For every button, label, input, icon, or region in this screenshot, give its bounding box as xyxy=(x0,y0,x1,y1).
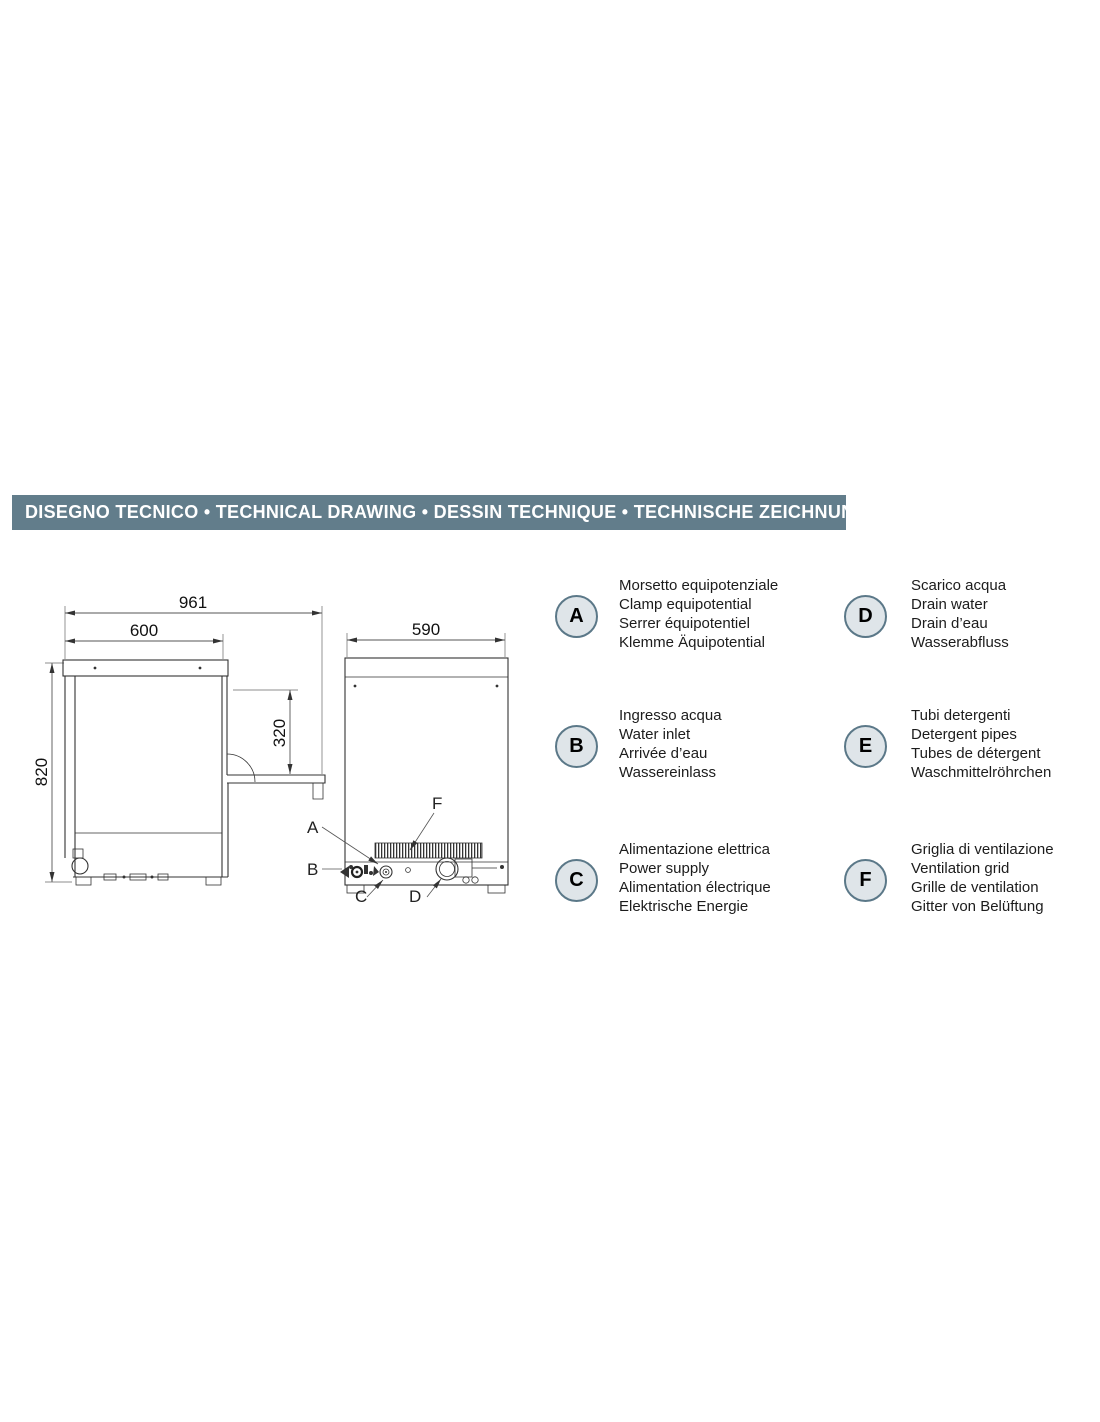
equipotential-clamp xyxy=(364,865,368,874)
legend-text-a: Morsetto equipotenziale Clamp equipotential Serrer équipotentiel Klemme Äquipotential xyxy=(619,577,779,651)
legend-text-d: Scarico acqua Drain water Drain d’eau Wasserabfluss xyxy=(911,577,1009,651)
legend-badge-e: E xyxy=(844,725,887,768)
screw-icon xyxy=(500,865,504,869)
legend-text-f: Griglia di ventilazione Ventilation grid Grille de ventilation Gitter von Belüftung xyxy=(911,841,1054,915)
screw-icon xyxy=(496,685,499,688)
callout-a: A xyxy=(307,818,319,837)
dim-label-overall-depth: 961 xyxy=(178,593,208,612)
foot xyxy=(76,877,91,885)
screw-icon xyxy=(94,667,97,670)
side-top-panel xyxy=(63,660,228,676)
dim-label-width: 590 xyxy=(411,620,441,639)
open-door xyxy=(227,775,325,783)
screw-icon xyxy=(354,685,357,688)
legend-text-b: Ingresso acqua Water inlet Arrivée d’eau Wassereinlass xyxy=(619,707,722,781)
section-header-bar xyxy=(12,495,869,530)
callout-c: C xyxy=(355,887,368,906)
callout-f: F xyxy=(432,794,443,813)
screw-icon xyxy=(199,667,202,670)
door-handle xyxy=(313,783,323,799)
technical-drawing xyxy=(20,575,540,920)
legend-text-e: Tubi detergenti Detergent pipes Tubes de détergent Waschmittelröhrchen xyxy=(911,707,1052,781)
legend-badge-f: F xyxy=(844,859,887,902)
side-view xyxy=(32,593,325,885)
foot xyxy=(488,885,505,893)
rear-view xyxy=(307,620,508,906)
ventilation-grid xyxy=(375,843,482,858)
legend-badge-c: C xyxy=(555,859,598,902)
callout-b: B xyxy=(307,860,319,879)
legend-text-c: Alimentazione elettrica Power supply Alimentation électrique Elektrische Energie xyxy=(619,841,771,915)
legend-badge-d: D xyxy=(844,595,887,638)
door-swing-arc xyxy=(227,754,255,782)
legend-badge-a: A xyxy=(555,595,598,638)
legend-badge-b: B xyxy=(555,725,598,768)
foot xyxy=(206,877,221,885)
dim-label-door-open: 320 xyxy=(270,718,289,748)
dim-label-body-depth: 600 xyxy=(129,621,159,640)
callout-d: D xyxy=(409,887,422,906)
dim-label-height: 820 xyxy=(32,757,51,787)
side-drain-fitting xyxy=(72,858,88,874)
section-title: DISEGNO TECNICO • TECHNICAL DRAWING • DESSIN TECHNIQUE • TECHNISCHE ZEICHNUNG xyxy=(25,502,869,522)
